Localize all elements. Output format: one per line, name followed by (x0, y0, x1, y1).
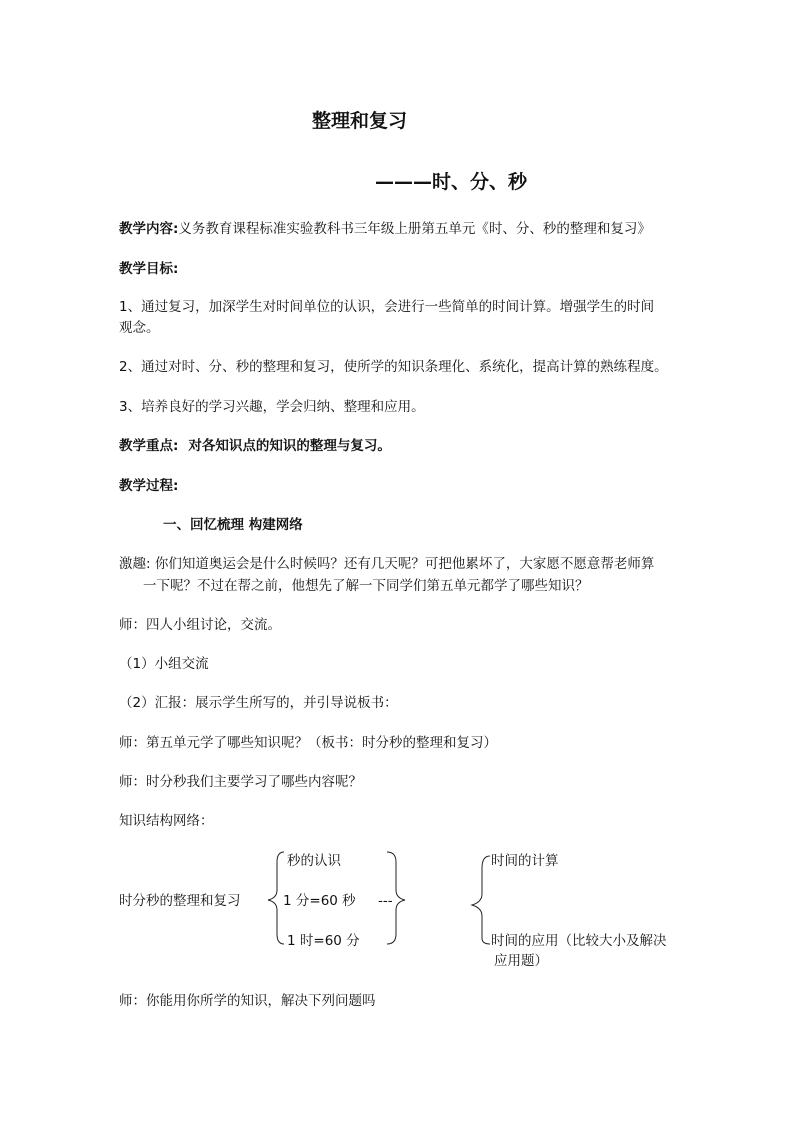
content-label: 教学内容: (119, 221, 179, 237)
content-text: 义务教育课程标准实验教科书三年级上册第五单元《时、分、秒的整理和复习》 (178, 221, 651, 237)
diagram-right-item: 应用题） (494, 953, 548, 969)
paragraph: （2）汇报：展示学生所写的，并引导说板书： (119, 695, 398, 711)
left-brace (268, 852, 284, 944)
objective-item: 2、通过对时、分、秒的整理和复习，使所学的知识条理化、系统化，提高计算的熟练程度。 (119, 359, 668, 375)
objective-item: 1、通过复习，加深学生对时间单位的认识，会进行一些简单的时间计算。增强学生的时间 (119, 299, 655, 315)
objective-item: 观念。 (119, 320, 160, 336)
intro-line: 一下呢？不过在帮之前，他想先了解一下同学们第五单元都学了哪些知识？ (143, 578, 589, 594)
diagram-right-item: 时间的应用（比较大小及解决 (491, 933, 667, 949)
paragraph: （1）小组交流 (119, 656, 209, 672)
paragraph: 师：时分秒我们主要学习了哪些内容呢？ (119, 774, 362, 790)
diagram-middle-item: 秒的认识 (287, 853, 341, 869)
diagram-middle-item: 1 分=60 秒 (283, 893, 356, 909)
objective-item: 3、培养良好的学习兴趣，学会归纳、整理和应用。 (119, 399, 425, 415)
process-label: 教学过程: (119, 478, 179, 494)
right-brace (472, 856, 490, 944)
objectives-label: 教学目标: (119, 261, 179, 277)
keypoint-label: 教学重点: (119, 438, 179, 454)
page-subtitle: ———时、分、秒 (375, 171, 528, 193)
paragraph: 知识结构网络： (119, 813, 214, 829)
intro-line: 激趣: 你们知道奥运会是什么时候吗？还有几天呢？可把他累坏了，大家愿不愿意帮老师算 (119, 556, 655, 572)
diagram-arrow: --- (378, 893, 393, 909)
paragraph: 师：四人小组讨论，交流。 (119, 617, 281, 633)
section-heading: 一、回忆梳理 构建网络 (163, 517, 303, 533)
paragraph: 师：第五单元学了哪些知识呢？（板书：时分秒的整理和复习） (119, 735, 497, 751)
diagram-right-item: 时间的计算 (491, 853, 559, 869)
diagram-root: 时分秒的整理和复习 (119, 893, 241, 909)
diagram-middle-item: 1 时=60 分 (287, 933, 360, 949)
keypoint-text: 对各知识点的知识的整理与复习。 (188, 438, 391, 454)
paragraph: 师：你能用你所学的知识，解决下列问题吗 (119, 993, 376, 1009)
page-title: 整理和复习 (312, 110, 408, 132)
